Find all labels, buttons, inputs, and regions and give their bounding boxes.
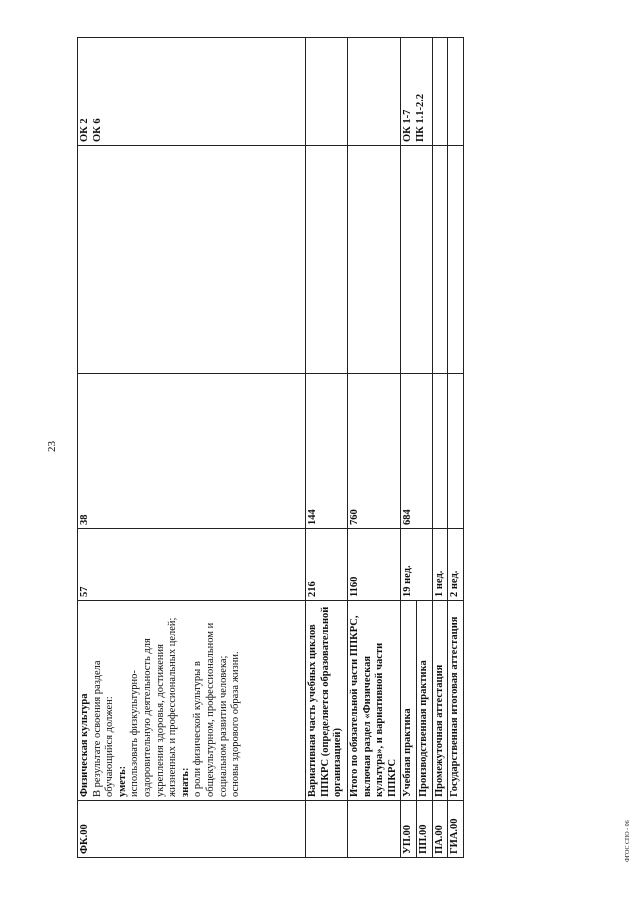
text-line: жизненных и профессиональных целей;: [167, 617, 179, 797]
table-row-pa: [432, 38, 448, 858]
umet-label: уметь:: [116, 765, 128, 797]
text-line: общекультурном, профессиональном и: [204, 622, 216, 797]
disciplines-cell: [306, 146, 348, 374]
description-cell: Итого по обязательной части ППКРС, включая раздел «Физическая культура», и вариативной части ППКРС: [348, 601, 401, 801]
competencies-cell: [306, 38, 348, 146]
disciplines-cell: [401, 146, 432, 374]
disciplines-cell: [448, 146, 464, 374]
total-hours-cell: 1 нед.: [432, 529, 448, 601]
text-line: укрепления здоровья, достижения: [154, 644, 166, 797]
table-row-itogo: [348, 38, 401, 858]
description-cell: [78, 601, 306, 801]
text-line: обучающийся должен:: [104, 696, 116, 797]
text-line: о роли физической культуры в: [192, 661, 204, 797]
total-hours-cell: 57: [78, 529, 306, 601]
competency: ОК 1-7: [402, 109, 414, 142]
page-number: 23: [46, 441, 58, 452]
competencies-cell: [348, 38, 401, 146]
disciplines-cell: [432, 146, 448, 374]
class-hours-cell: 38: [78, 374, 306, 529]
total-hours-cell: 2 нед.: [448, 529, 464, 601]
class-hours-cell: [432, 374, 448, 529]
code-cell: [306, 801, 348, 858]
text-line: оздоровительную деятельность для: [141, 638, 153, 797]
disciplines-cell: [78, 146, 306, 374]
text-line: В результате освоения раздела: [91, 660, 103, 797]
text-line: основы здорового образа жизни.: [230, 651, 242, 797]
code-cell: ПА.00: [432, 801, 448, 858]
class-hours-cell: 144: [306, 374, 348, 529]
text-line: использовать физкультурно-: [129, 670, 141, 797]
code-cell: ПП.00: [416, 801, 432, 858]
total-hours-cell: 1160: [348, 529, 401, 601]
total-hours-cell: 216: [306, 529, 348, 601]
disciplines-cell: [348, 146, 401, 374]
table-row-up: [401, 38, 417, 858]
competencies-cell: [78, 38, 306, 146]
footer-code: ФГОС СПО - 06: [625, 820, 631, 862]
competency: ОК 2: [79, 118, 90, 142]
description-cell: Промежуточная аттестация: [432, 601, 448, 801]
description-cell: Государственная итоговая аттестация: [448, 601, 464, 801]
competencies-cell: [432, 38, 448, 146]
description-cell: Производственная практика: [416, 601, 432, 801]
class-hours-cell: [448, 374, 464, 529]
description-cell: Вариативная часть учебных циклов ППКРС (определяется образовательной организацией): [306, 601, 348, 801]
code-cell: [348, 801, 401, 858]
table-row-variative: [306, 38, 348, 858]
table-row-gia: [448, 38, 464, 858]
code-cell: ФК.00: [78, 801, 306, 858]
class-hours-cell: 760: [348, 374, 401, 529]
class-hours-cell: 684: [401, 374, 432, 529]
table-row-fk: [78, 38, 306, 858]
competencies-cell: [401, 38, 432, 146]
competency: ОК 6: [91, 118, 103, 142]
total-hours-cell: 19 нед.: [401, 529, 432, 601]
rotated-table-container: [77, 38, 461, 858]
znat-label: знать:: [179, 767, 191, 797]
code-cell: УП.00: [401, 801, 417, 858]
section-title: Физическая культура: [79, 693, 90, 797]
competencies-cell: [448, 38, 464, 146]
text-line: социальном развитии человека;: [217, 655, 229, 797]
curriculum-table: [77, 37, 464, 858]
description-cell: Учебная практика: [401, 601, 417, 801]
code-cell: ГИА.00: [448, 801, 464, 858]
competency: ПК 1.1-2.2: [414, 93, 426, 142]
